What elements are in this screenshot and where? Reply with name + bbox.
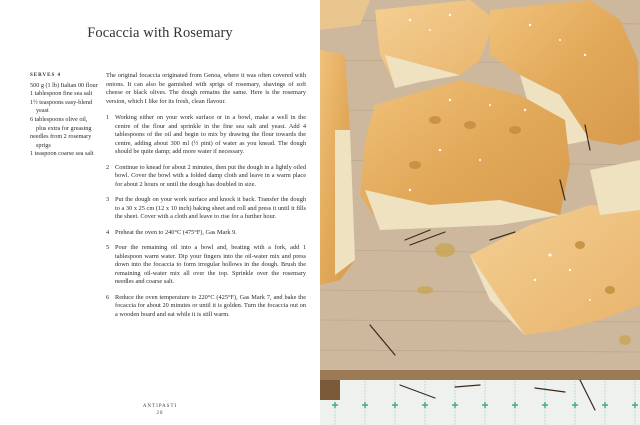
step-number: 4 xyxy=(106,228,110,236)
method-step xyxy=(106,244,306,287)
ingredient-item: 6 tablespoons olive oil, plus extra for greasing xyxy=(30,115,92,132)
step-text: Preheat the oven to 240°C (475°F), Gas Mark 9. xyxy=(115,228,237,236)
method-step xyxy=(106,164,306,190)
method-step xyxy=(106,294,306,320)
method-step xyxy=(106,114,306,157)
focaccia-photo xyxy=(320,0,640,425)
ingredient-item: needles from 2 rosemary sprigs xyxy=(30,133,92,149)
intro-paragraph: The original focaccia originated from Genoa, where it was often covered with onions. It can also be garnished with sprigs of rosemary, shavings of soft cheese or black olives. The dough remains the same. Here is the rosemary version, which I like for its fresh, clean flavour. xyxy=(106,72,306,105)
method-step xyxy=(106,196,306,222)
step-number: 1 xyxy=(106,114,110,121)
page-number: 28 xyxy=(156,411,164,416)
ingredient-item: 1 tablespoon fine sea salt xyxy=(30,90,93,98)
recipe-title: Focaccia with Rosemary xyxy=(87,25,233,41)
step-text: Put the dough on your work surface and knock it back. Transfer the dough to a 30 x 25 cm (12 x 10 inch) baking sheet and roll and press it until it fills the sheet. Cover with a cloth and leave to rise for a further hour. xyxy=(115,196,306,220)
page-footer xyxy=(130,403,190,417)
ingredient-item: 500 g (1 lb) Italian 00 flour xyxy=(30,81,98,89)
step-text: Reduce the oven temperature to 220°C (425°F), Gas Mark 7, and bake the focaccia for about 20 minutes or until it is golden. Turn the focaccia out on a wooden board and eat while it is still warm. xyxy=(115,293,306,318)
step-number: 3 xyxy=(106,196,110,203)
focaccia-illustration xyxy=(320,0,640,425)
step-text: Continue to knead for about 2 minutes, then put the dough in a lightly oiled bowl. Cover the bowl with a folded damp cloth and leave in a warm place for about 2 hours or until the dough has doubled in size. xyxy=(115,163,306,188)
ingredients-list xyxy=(30,72,98,159)
step-number: 6 xyxy=(106,293,110,301)
serves-label: SERVES 4 xyxy=(30,73,62,78)
step-number: 5 xyxy=(106,244,110,251)
step-number: 2 xyxy=(106,163,110,171)
step-text: Pour the remaining oil into a bowl and, beating with a fork, add 1 tablespoon warm water. Dip your fingers into the oil-water mix and press down into the focaccia to form irregular hollows in the dough. Brush the remaining oil-water mix all over the top. Sprinkle over the rosemary needles and coarse salt. xyxy=(115,244,306,285)
ingredient-item: 1½ teaspoons easy-blend yeast xyxy=(30,98,93,115)
section-name: ANTIPASTI xyxy=(142,404,178,409)
method-step xyxy=(106,229,306,238)
ingredient-item: 1 teaspoon coarse sea salt xyxy=(30,150,94,158)
step-text: Working either on your work surface or in a bowl, make a well in the centre of the flour and sprinkle in the fine sea salt and yeast. Add 4 tablespoons of the oil and begin to mix by drawing the flour towards the centre, adding about 300 ml (½ pint) of water as you knead. The dough should be quite damp; add more water if necessary. xyxy=(115,114,306,155)
method-text xyxy=(106,72,306,326)
